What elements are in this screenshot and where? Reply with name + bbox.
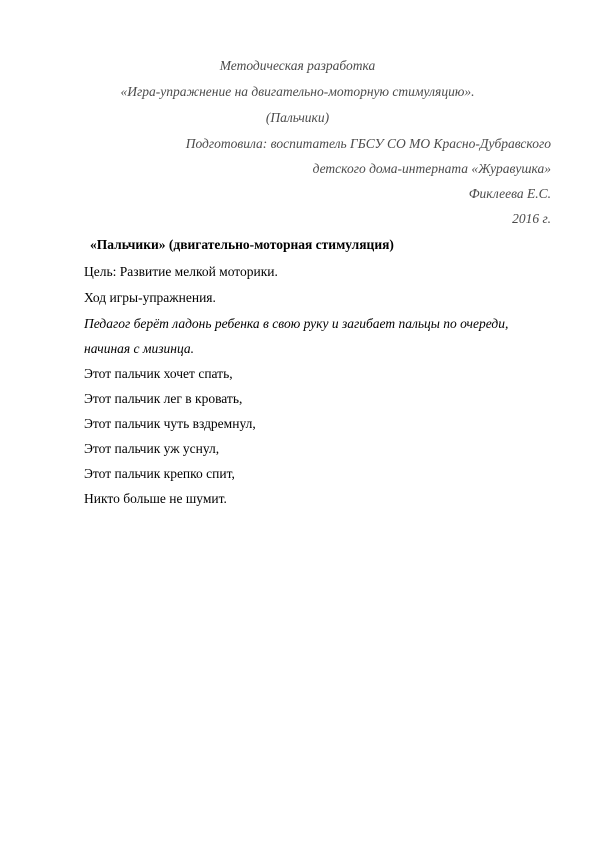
author-line-2: детского дома-интерната «Журавушка» bbox=[312, 161, 551, 176]
verse-line: Никто больше не шумит. bbox=[84, 491, 227, 506]
goal-text: Цель: Развитие мелкой моторики. bbox=[84, 264, 278, 279]
verse-line: Этот пальчик хочет спать, bbox=[84, 366, 233, 381]
author-line-1: Подготовила: воспитатель ГБСУ СО МО Красно-Дубравского bbox=[185, 136, 551, 151]
document-year: 2016 г. bbox=[512, 211, 551, 226]
author-name: Фиклеева Е.С. bbox=[468, 186, 551, 201]
instruction-line-1: Педагог берёт ладонь ребенка в свою руку и загибает пальцы по очереди, bbox=[84, 316, 509, 331]
game-name: (Пальчики) bbox=[265, 110, 330, 125]
verse-line: Этот пальчик уж уснул, bbox=[84, 441, 220, 456]
instruction-line-2: начиная с мизинца. bbox=[84, 341, 195, 356]
procedure-title: Ход игры-упражнения. bbox=[84, 290, 216, 305]
verse-line: Этот пальчик чуть вздремнул, bbox=[84, 416, 256, 431]
document-title: Методическая разработка bbox=[219, 58, 376, 73]
document-subtitle: «Игра-упражнение на двигательно-моторную стимуляцию». bbox=[120, 84, 475, 99]
content-heading: «Пальчики» (двигательно-моторная стимуляция) bbox=[90, 237, 394, 252]
verse-line: Этот пальчик лег в кровать, bbox=[84, 391, 243, 406]
verse-line: Этот пальчик крепко спит, bbox=[84, 466, 235, 481]
